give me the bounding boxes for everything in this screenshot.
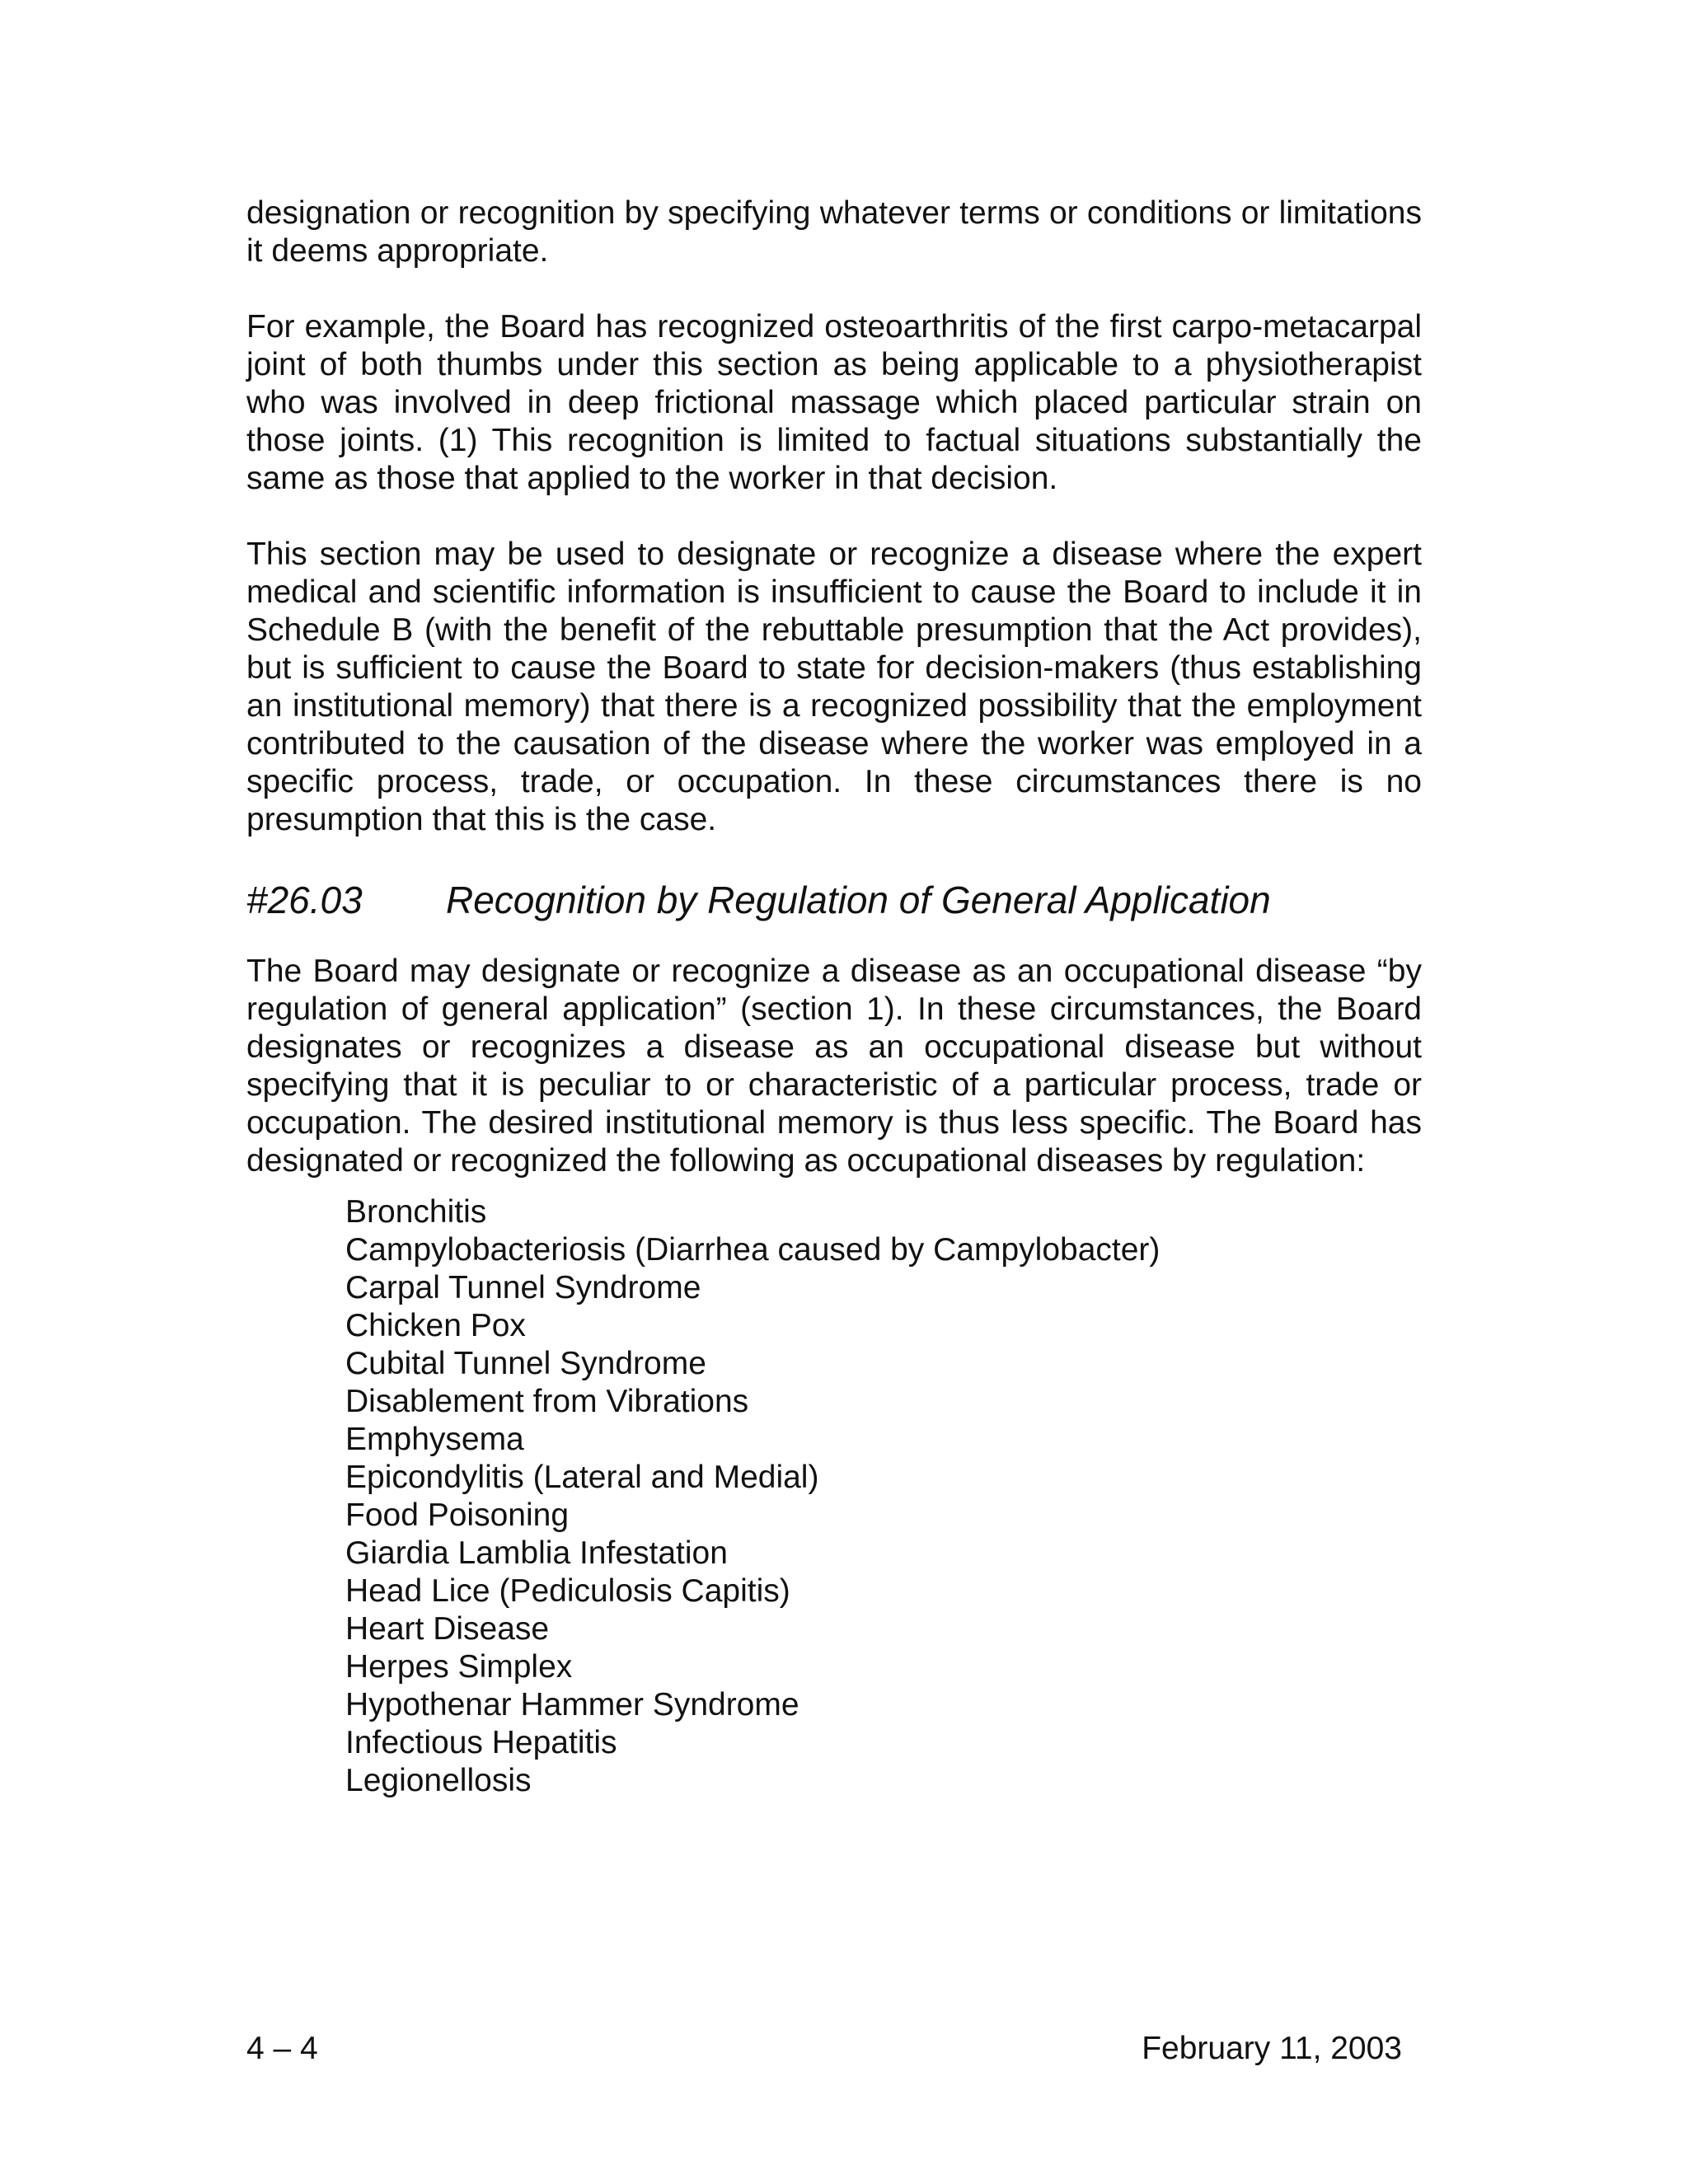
list-item: Hypothenar Hammer Syndrome: [345, 1687, 799, 1722]
list-item: Cubital Tunnel Syndrome: [345, 1346, 706, 1381]
list-item: Infectious Hepatitis: [345, 1725, 617, 1760]
section-title: Recognition by Regulation of General Application: [446, 879, 1271, 921]
section-number: #26.03: [246, 879, 363, 921]
list-item: Legionellosis: [345, 1763, 532, 1798]
list-item: Disablement from Vibrations: [345, 1384, 749, 1419]
paragraph-section-usage: This section may be used to designate or recognize a disease where the expert medical and scientific information is insufficient to cause the Board to include it in Schedule B (with the benefit of the rebuttable presumption that the Act provides), but is sufficient to cause the Board to state for decision-makers (thus establishing an institutional memory) that there is a recognized possibility that the employment contributed to the causation of the disease where the worker was employed in a specific process, trade, or occupation. In these circumstances there is no presumption that this is the case.: [246, 537, 1422, 837]
list-item: Herpes Simplex: [345, 1649, 573, 1685]
list-item: Chicken Pox: [345, 1308, 526, 1343]
list-item: Head Lice (Pediculosis Capitis): [345, 1573, 790, 1609]
list-item: Emphysema: [345, 1422, 524, 1457]
disease-list: [246, 1193, 1422, 1800]
list-item: Campylobacteriosis (Diarrhea caused by Campylobacter): [345, 1232, 1160, 1268]
list-item: Food Poisoning: [345, 1497, 570, 1533]
list-item: Bronchitis: [345, 1194, 487, 1230]
list-item: Heart Disease: [345, 1611, 550, 1647]
list-item: Giardia Lamblia Infestation: [345, 1535, 728, 1571]
page-content: [246, 194, 1422, 1800]
list-item: Carpal Tunnel Syndrome: [345, 1270, 701, 1305]
section-heading: [246, 877, 1422, 923]
footer-date: February 11, 2003: [1142, 2031, 1402, 2066]
footer-page-number: 4 – 4: [246, 2031, 318, 2066]
paragraph-example: For example, the Board has recognized osteoarthritis of the first carpo-metacarpal joint of both thumbs under this section as being applicable to a physiotherapist who was involved in deep frictional massage which placed particular strain on those joints. (1) This recognition is limited to factual situations substantially the same as those that applied to the worker in that decision.: [246, 309, 1422, 496]
paragraph-continuation: designation or recognition by specifying whatever terms or conditions or limitations it deems appropriate.: [246, 195, 1422, 269]
paragraph-regulation: The Board may designate or recognize a disease as an occupational disease “by regulation of general application” (section 1). In these circumstances, the Board designates or recognizes a disease as an occupational disease but without specifying that it is peculiar to or characteristic of a particular process, trade or occupation. The desired institutional memory is thus less specific. The Board has designated or recognized the following as occupational diseases by regulation:: [246, 954, 1422, 1179]
list-item: Epicondylitis (Lateral and Medial): [345, 1460, 819, 1495]
